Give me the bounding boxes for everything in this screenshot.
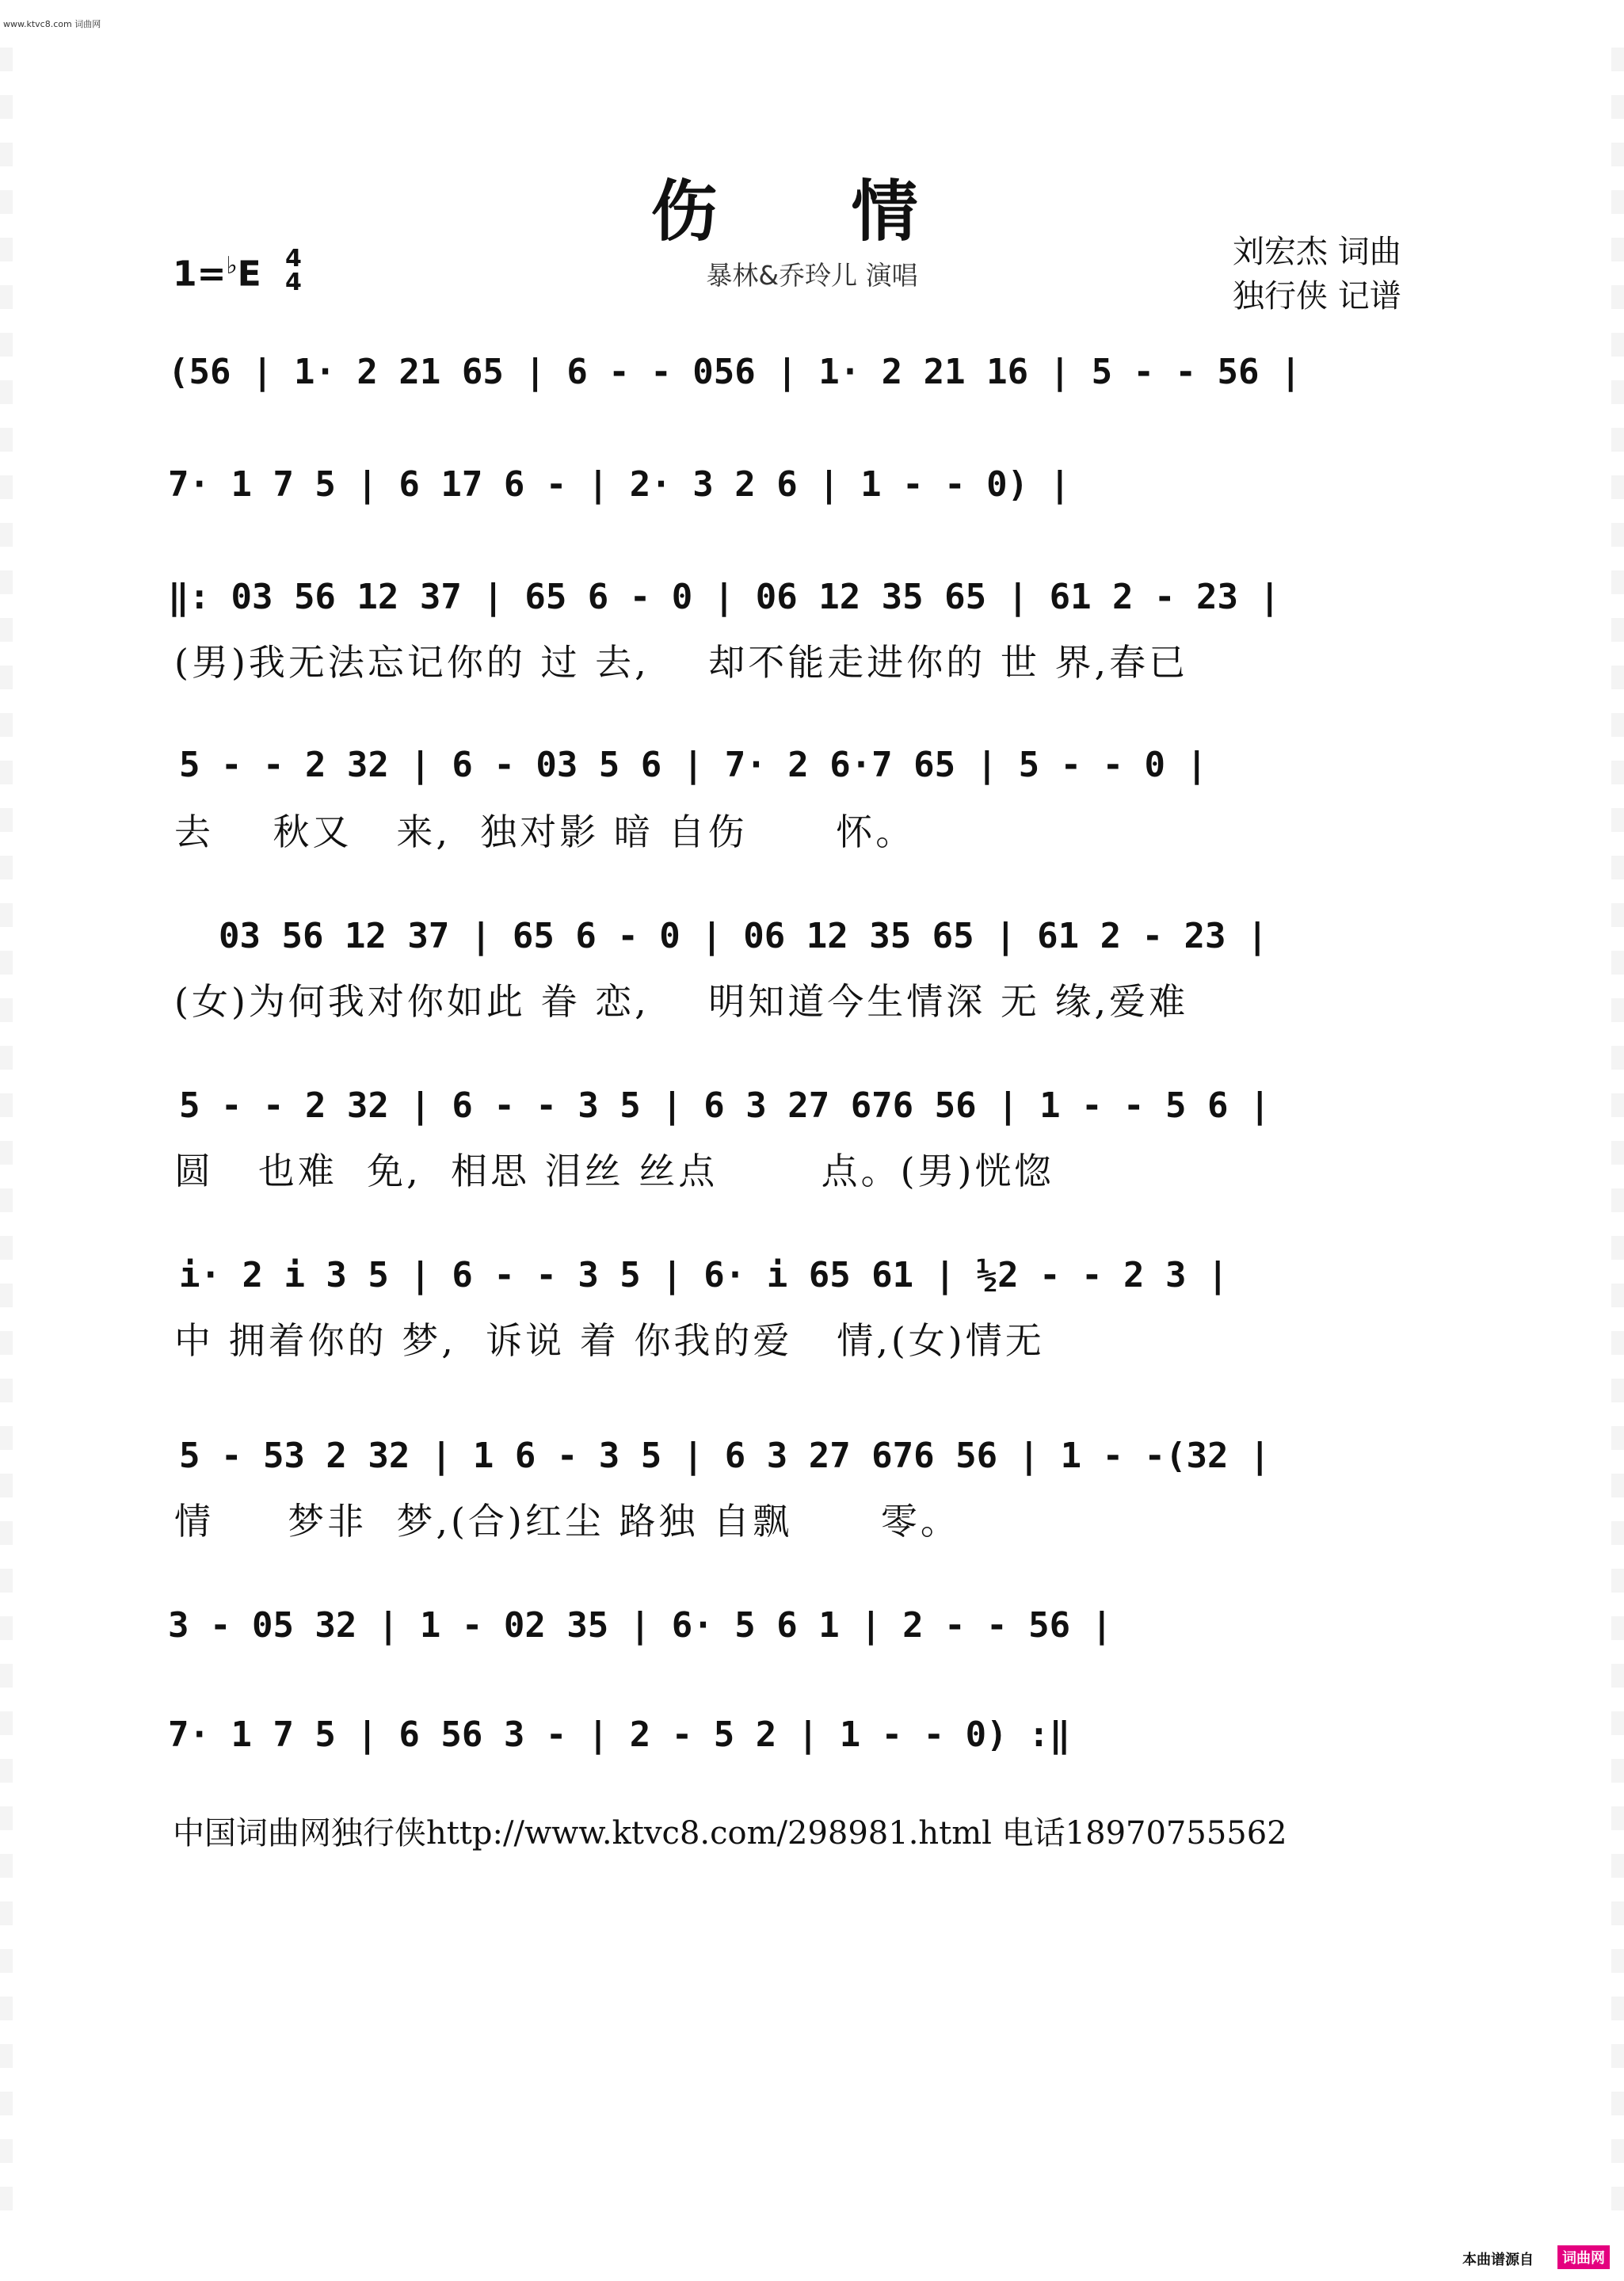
lyrics-line-3: (男)我无法忘记你的 过 去, 却不能走进你的 世 界,春已: [174, 641, 1189, 684]
score-line-8: 5 - 53 2 32 | 1 6 - 3 5 | 6 3 27 676 56 | 1 - -(32 |: [179, 1436, 1271, 1476]
lyrics-line-5: (女)为何我对你如此 眷 恋, 明知道今生情深 无 缘,爱难: [174, 980, 1189, 1023]
credit-composer: 刘宏杰 词曲: [1233, 234, 1401, 270]
left-watermark-strip: [0, 48, 13, 2233]
time-signature-bottom: 4: [285, 269, 302, 296]
score-line-1: (56 | 1· 2 21 65 | 6 - - 056 | 1· 2 21 16 | 5 - - 56 |: [168, 352, 1302, 392]
right-watermark-strip: [1611, 48, 1624, 2233]
key-note: E: [237, 254, 261, 295]
site-logo: 词曲网: [1557, 2245, 1610, 2269]
key-accidental: ♭: [226, 252, 238, 280]
song-title: 伤 情: [650, 172, 974, 250]
key-prefix: 1=: [173, 254, 227, 295]
score-line-5: 03 56 12 37 | 65 6 - 0 | 06 12 35 65 | 61 2 - 23 |: [219, 916, 1268, 956]
score-line-6: 5 - - 2 32 | 6 - - 3 5 | 6 3 27 676 56 | 1 - - 5 6 |: [179, 1085, 1271, 1126]
time-signature: [285, 247, 302, 295]
performers: 暴林&乔玲儿 演唱: [706, 260, 918, 291]
score-line-4: 5 - - 2 32 | 6 - 03 5 6 | 7· 2 6·7 65 | 5 - - 0 |: [179, 745, 1208, 785]
score-line-7: i· 2 i 3 5 | 6 - - 3 5 | 6· i 65 61 | ½2 - - 2 3 |: [179, 1255, 1229, 1295]
lyrics-line-8: 情 梦非 梦,(合)红尘 路独 自飘 零。: [174, 1500, 960, 1543]
lyrics-line-7: 中 拥着你的 梦, 诉说 着 你我的爱 情,(女)情无: [174, 1319, 1045, 1362]
source-url: www.ktvc8.com 词曲网: [3, 19, 101, 29]
lyrics-line-6: 圆 也难 免, 相思 泪丝 丝点 点。(男)恍惚: [174, 1150, 1054, 1192]
credit-transcriber: 独行侠 记谱: [1233, 278, 1401, 315]
time-signature-top: 4: [285, 245, 302, 273]
score-line-3: ‖: 03 56 12 37 | 65 6 - 0 | 06 12 35 65 | 61 2 - 23 |: [168, 577, 1280, 617]
source-stamp: 本曲谱源自: [1462, 2252, 1534, 2268]
score-line-10: 7· 1 7 5 | 6 56 3 - | 2 - 5 2 | 1 - - 0) :‖: [168, 1715, 1071, 1755]
lyrics-line-4: 去 秋又 来, 独对影 暗 自伤 怀。: [174, 811, 916, 853]
score-line-9: 3 - 05 32 | 1 - 02 35 | 6· 5 6 1 | 2 - - 56 |: [168, 1605, 1113, 1646]
footer-source-contact: 中国词曲网独行侠http://www.ktvc8.com/298981.html 电话18970755562: [173, 1815, 1287, 1852]
key-signature: [173, 252, 261, 295]
credits: [1233, 230, 1401, 319]
score-line-2: 7· 1 7 5 | 6 17 6 - | 2· 3 2 6 | 1 - - 0) |: [168, 464, 1071, 505]
